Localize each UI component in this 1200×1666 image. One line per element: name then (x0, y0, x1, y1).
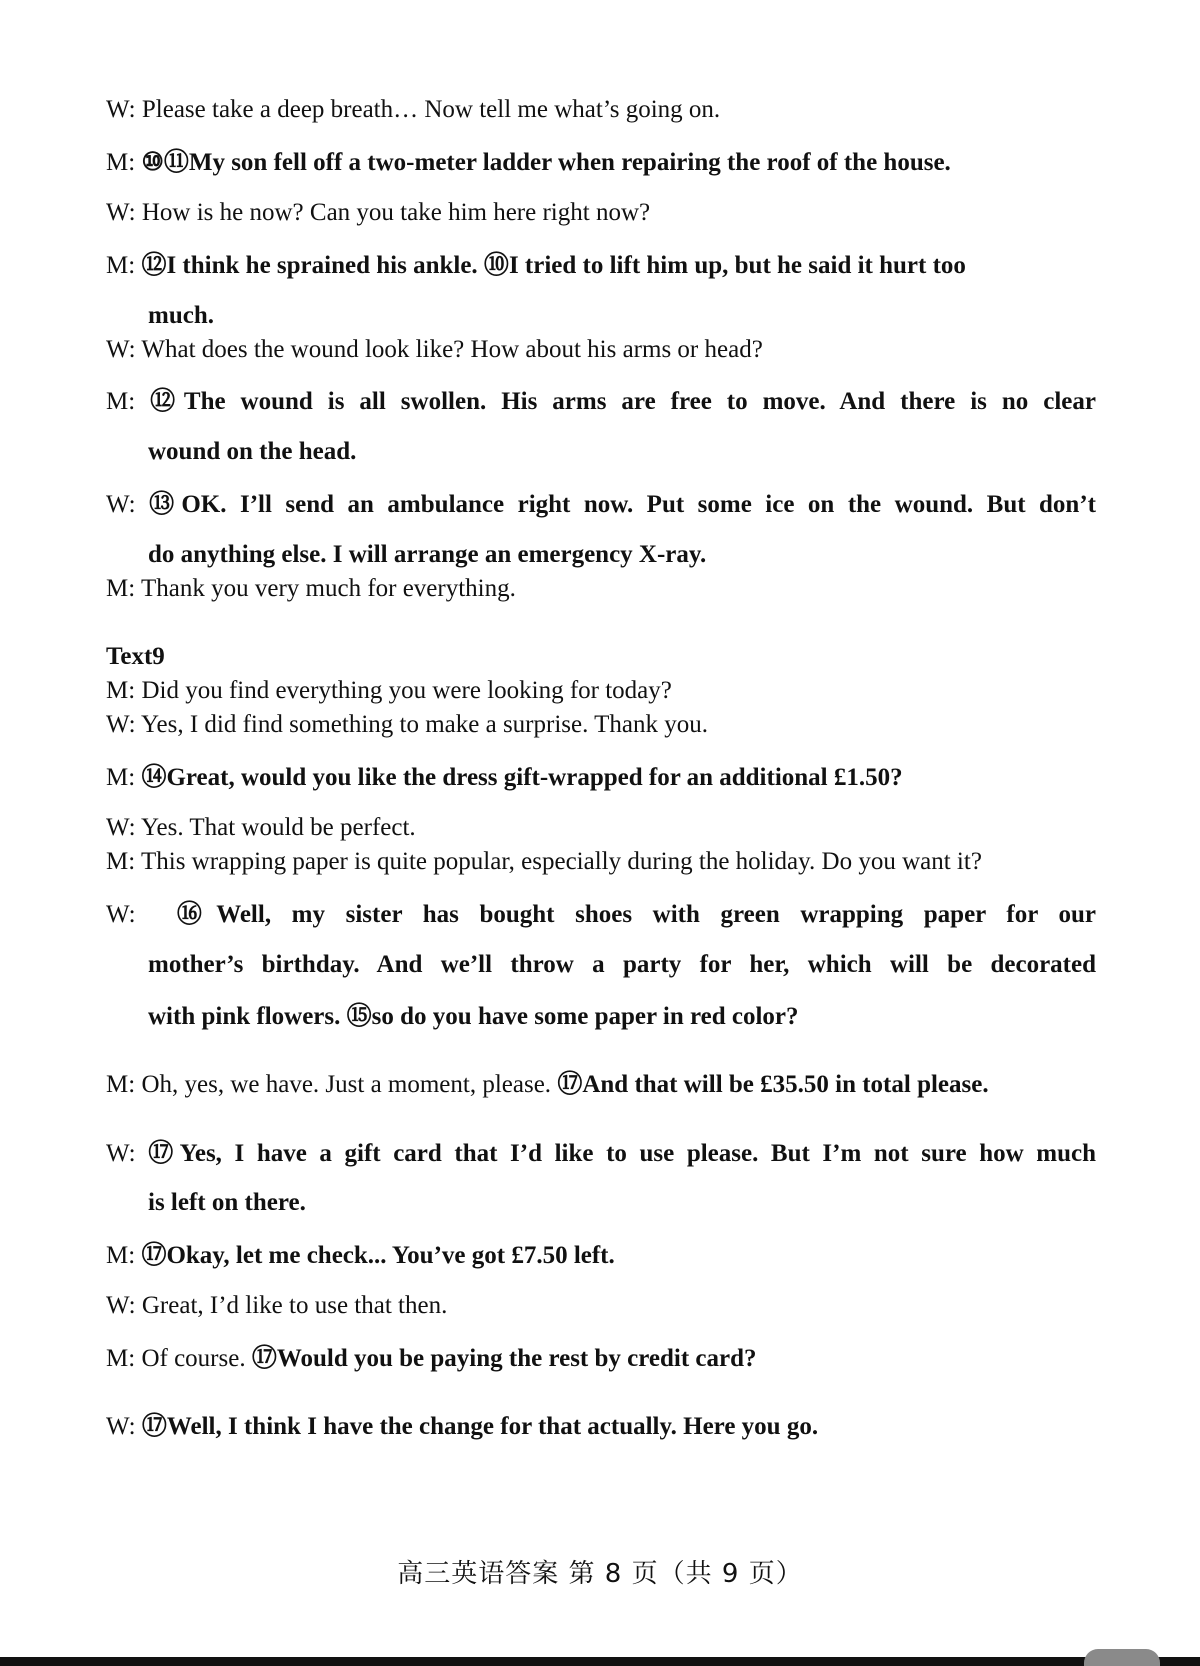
dialogue-line (106, 148, 1096, 178)
speaker-label: W: (106, 336, 142, 363)
dialogue-continuation (148, 1002, 1096, 1032)
question-marker: ⑰ (148, 1140, 180, 1167)
line-text: Would you be paying the rest by credit card? (276, 1345, 757, 1372)
question-marker: ⑰ (141, 1242, 167, 1269)
question-marker: ⑫ (150, 388, 184, 415)
line-text: Of course. (141, 1345, 252, 1372)
line-text: Please take a deep breath… Now tell me what’s going on. (141, 96, 721, 123)
question-marker: ⑯ (176, 901, 217, 928)
question-marker: ⑰ (251, 1345, 277, 1372)
speaker-label: W: (106, 491, 150, 518)
dialogue-line (106, 1241, 1096, 1271)
dialogue-continuation: mother’s birthday. And we’ll throw a party for her, which will be decorated (148, 951, 1096, 978)
line-text: Oh, yes, we have. Just a moment, please. (141, 1071, 558, 1098)
line-text: How is he now? Can you take him here right now? (141, 199, 651, 226)
speaker-label: M: (106, 1071, 142, 1098)
line-text: Great, I’d like to use that then. (141, 1292, 448, 1319)
dialogue-line (106, 763, 1096, 793)
line-text: What does the wound look like? How about his arms or head? (141, 336, 763, 363)
speaker-label: W: (106, 1140, 149, 1167)
dialogue-continuation: is left on there. (148, 1189, 306, 1216)
line-text: I think he sprained his ankle. (166, 252, 484, 279)
speaker-label: W: (106, 901, 177, 928)
dialogue-line (106, 676, 1096, 706)
dialogue-line (106, 1344, 1096, 1374)
dialogue-line (106, 1139, 1096, 1169)
line-text: And that will be £35.50 in total please. (582, 1071, 989, 1098)
dialogue-line (106, 813, 1096, 843)
line-text: Well, my sister has bought shoes with green wrapping paper for our (216, 901, 1096, 928)
question-marker: ⑭ (141, 764, 167, 791)
dialogue-line (106, 1070, 1096, 1100)
line-text: This wrapping paper is quite popular, especially during the holiday. Do you want it? (140, 848, 982, 875)
speaker-label: M: (106, 252, 142, 279)
dialogue-line (106, 335, 1096, 365)
speaker-label: W: (106, 199, 142, 226)
question-marker: ⑰ (141, 1413, 167, 1440)
speaker-label: M: (106, 149, 142, 176)
speaker-label: W: (106, 814, 141, 841)
speaker-label: M: (106, 764, 142, 791)
dialogue-continuation: do anything else. I will arrange an emergency X-ray. (148, 541, 707, 568)
dialogue-continuation: much. (148, 302, 214, 329)
line-text: with pink flowers. (148, 1003, 347, 1030)
speaker-label: W: (106, 1413, 142, 1440)
dialogue-line (106, 710, 1096, 740)
dialogue-line (106, 1412, 1096, 1442)
question-marker: ⑩ (483, 252, 509, 279)
dialogue-continuation: wound on the head. (148, 438, 357, 465)
dialogue-line (106, 387, 1096, 417)
speaker-label: M: (106, 1345, 142, 1372)
speaker-label: M: (106, 1242, 142, 1269)
line-text: Well, I think I have the change for that actually. Here you go. (166, 1413, 819, 1440)
dialogue-line (106, 198, 1096, 228)
dialogue-line (106, 847, 1096, 877)
line-text: Yes, I did find something to make a surprise. Thank you. (140, 711, 709, 738)
question-marker: ⑬ (149, 491, 182, 518)
question-marker: ⑫ (141, 252, 167, 279)
speaker-label: W: (106, 1292, 142, 1319)
question-marker: ⑩⑪ (141, 149, 189, 176)
speaker-label: M: (106, 677, 142, 704)
bottom-border (0, 1657, 1200, 1666)
question-marker: ⑮ (346, 1003, 372, 1030)
line-text: I tried to lift him up, but he said it hurt too (508, 252, 966, 279)
speaker-label: M: (106, 388, 151, 415)
speaker-label: W: (106, 711, 141, 738)
dialogue-line (106, 490, 1096, 520)
line-text: Did you find everything you were looking for today? (141, 677, 672, 704)
line-text: The wound is all swollen. His arms are free to move. And there is no clear (183, 388, 1096, 415)
dialogue-line (106, 574, 1096, 604)
line-text: so do you have some paper in red color? (371, 1003, 799, 1030)
line-text: Great, would you like the dress gift-wrapped for an additional £1.50? (166, 764, 903, 791)
line-text: Yes. That would be perfect. (140, 814, 416, 841)
speaker-label: W: (106, 96, 142, 123)
question-marker: ⑰ (557, 1071, 583, 1098)
line-text: Yes, I have a gift card that I’d like to use please. But I’m not sure how much (179, 1140, 1096, 1167)
line-text: Thank you very much for everything. (140, 575, 516, 602)
line-text: My son fell off a two-meter ladder when repairing the roof of the house. (188, 149, 951, 176)
corner-tab (1084, 1649, 1160, 1666)
dialogue-line (106, 251, 1096, 281)
speaker-label: M: (106, 848, 141, 875)
section-heading: Text9 (106, 643, 165, 670)
line-text: OK. I’ll send an ambulance right now. Put some ice on the wound. But don’t (181, 491, 1096, 518)
page-footer: 高三英语答案 第 8 页（共 9 页） (397, 1559, 803, 1589)
dialogue-line (106, 1291, 1096, 1321)
speaker-label: M: (106, 575, 141, 602)
dialogue-line (106, 900, 1096, 930)
dialogue-line (106, 95, 1096, 125)
line-text: Okay, let me check... You’ve got £7.50 left. (166, 1242, 615, 1269)
